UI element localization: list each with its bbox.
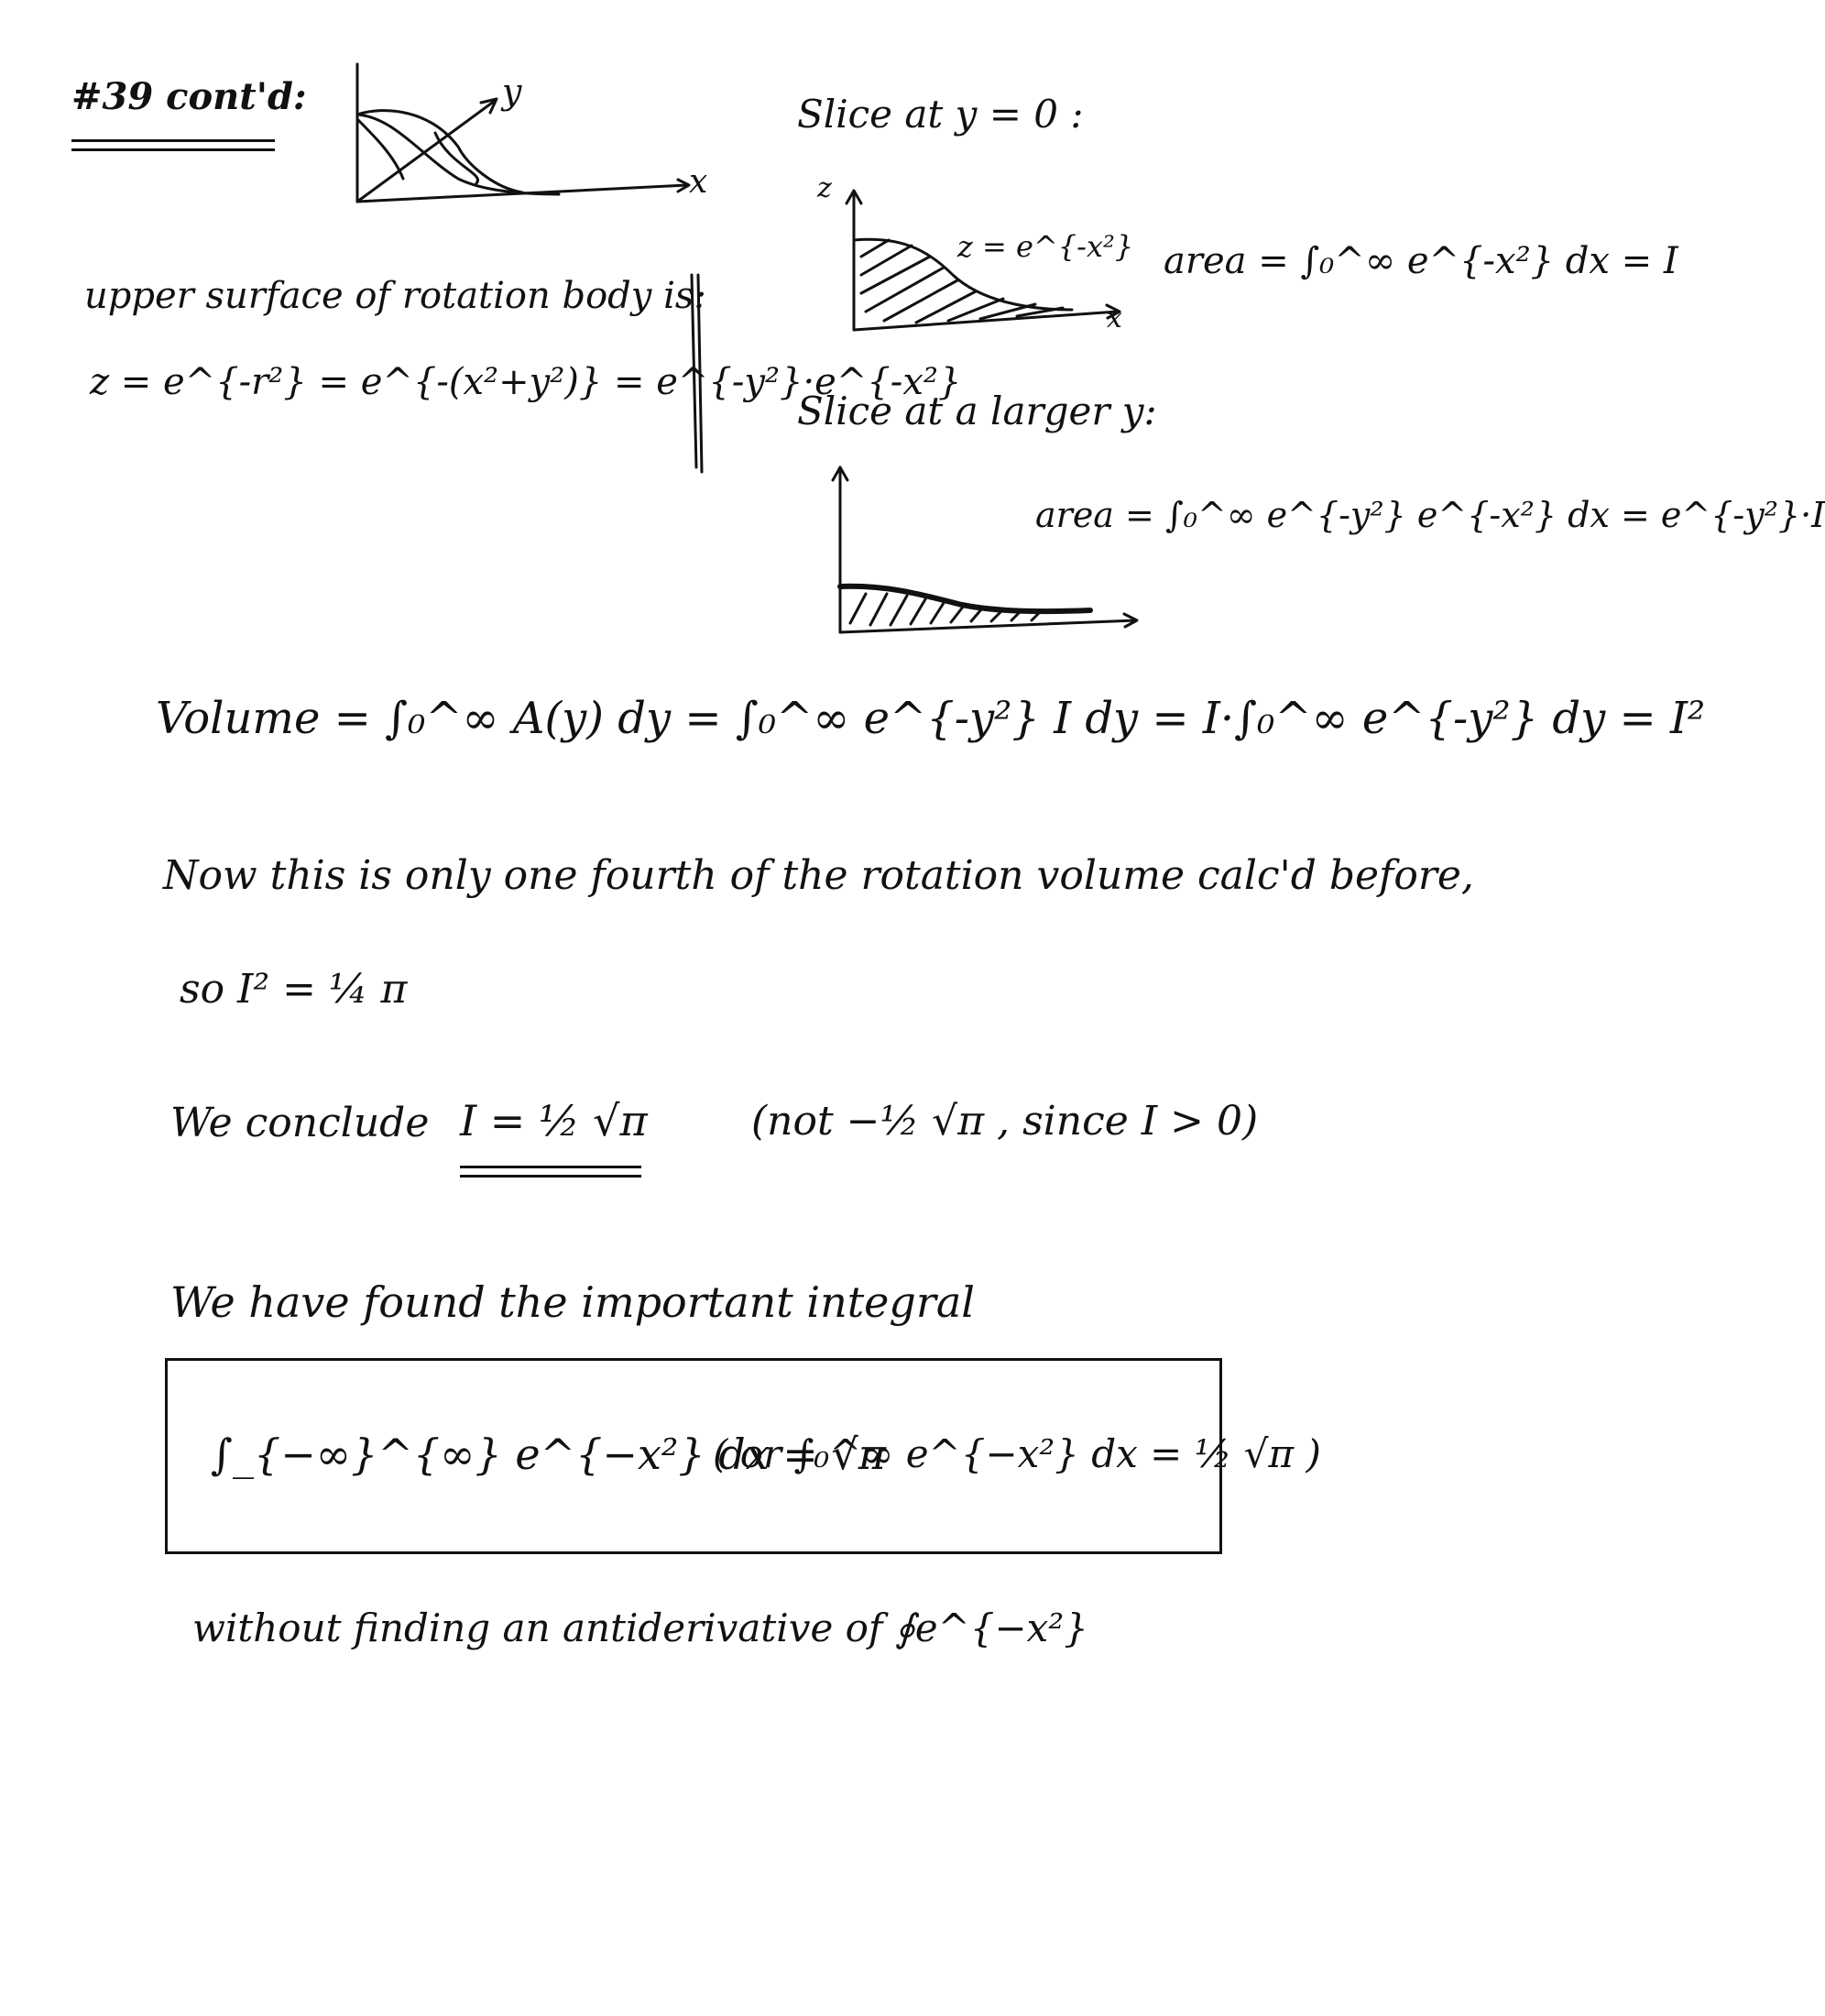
upper-surface-equation: z = e^{-r²} = e^{-(x²+y²)} = e^{-y²}·e^{-x²}	[90, 361, 962, 403]
so-equation: so I² = ¼ π	[180, 966, 408, 1013]
slice-larger-area: area = ∫₀^∞ e^{-y²} e^{-x²} dx = e^{-y²}·I	[1035, 495, 1825, 535]
slice-x-axis-label: x	[1107, 302, 1122, 334]
slice-z-axis-label: z	[817, 172, 832, 204]
sketch-y-label: y	[502, 71, 522, 112]
rotation-body-sketch	[348, 55, 715, 211]
curve-label: z = e^{-x²}	[957, 229, 1134, 264]
upper-surface-line: upper surface of rotation body is:	[84, 275, 706, 317]
result-value: I = ½ √π	[460, 1096, 648, 1145]
one-fourth-statement: Now this is only one fourth of the rotation volume calc'd before,	[163, 852, 1474, 899]
slice-larger-heading: Slice at a larger y:	[797, 389, 1157, 433]
heading-underline-1	[71, 139, 275, 142]
slice-larger-graph	[825, 458, 1154, 641]
gaussian-integral: ∫_{−∞}^{∞} e^{−x²} dx = √π	[211, 1430, 886, 1479]
slice-y0-heading: Slice at y = 0 :	[797, 92, 1084, 137]
conclude-label: We conclude	[170, 1100, 430, 1146]
half-gaussian-integral: ( or ∫₀^∞ e^{−x²} dx = ½ √π )	[713, 1431, 1321, 1476]
heading-underline-2	[71, 148, 275, 151]
result-underline-1	[460, 1166, 641, 1168]
result-note: (not −½ √π , since I > 0)	[751, 1098, 1259, 1145]
result-underline-2	[460, 1175, 641, 1178]
volume-equation: Volume = ∫₀^∞ A(y) dy = ∫₀^∞ e^{-y²} I dy = I·∫₀^∞ e^{-y²} dy = I²	[156, 693, 1706, 744]
page-heading: #39 cont'd:	[71, 75, 307, 118]
slice-y0-area: area = ∫₀^∞ e^{-x²} dx = I	[1164, 240, 1678, 282]
antiderivative-note: without finding an antiderivative of ∮e^{−x²}	[192, 1605, 1088, 1650]
sketch-x-label: x	[689, 163, 708, 201]
vertical-divider	[687, 275, 705, 477]
important-integral-statement: We have found the important integral	[170, 1277, 975, 1327]
